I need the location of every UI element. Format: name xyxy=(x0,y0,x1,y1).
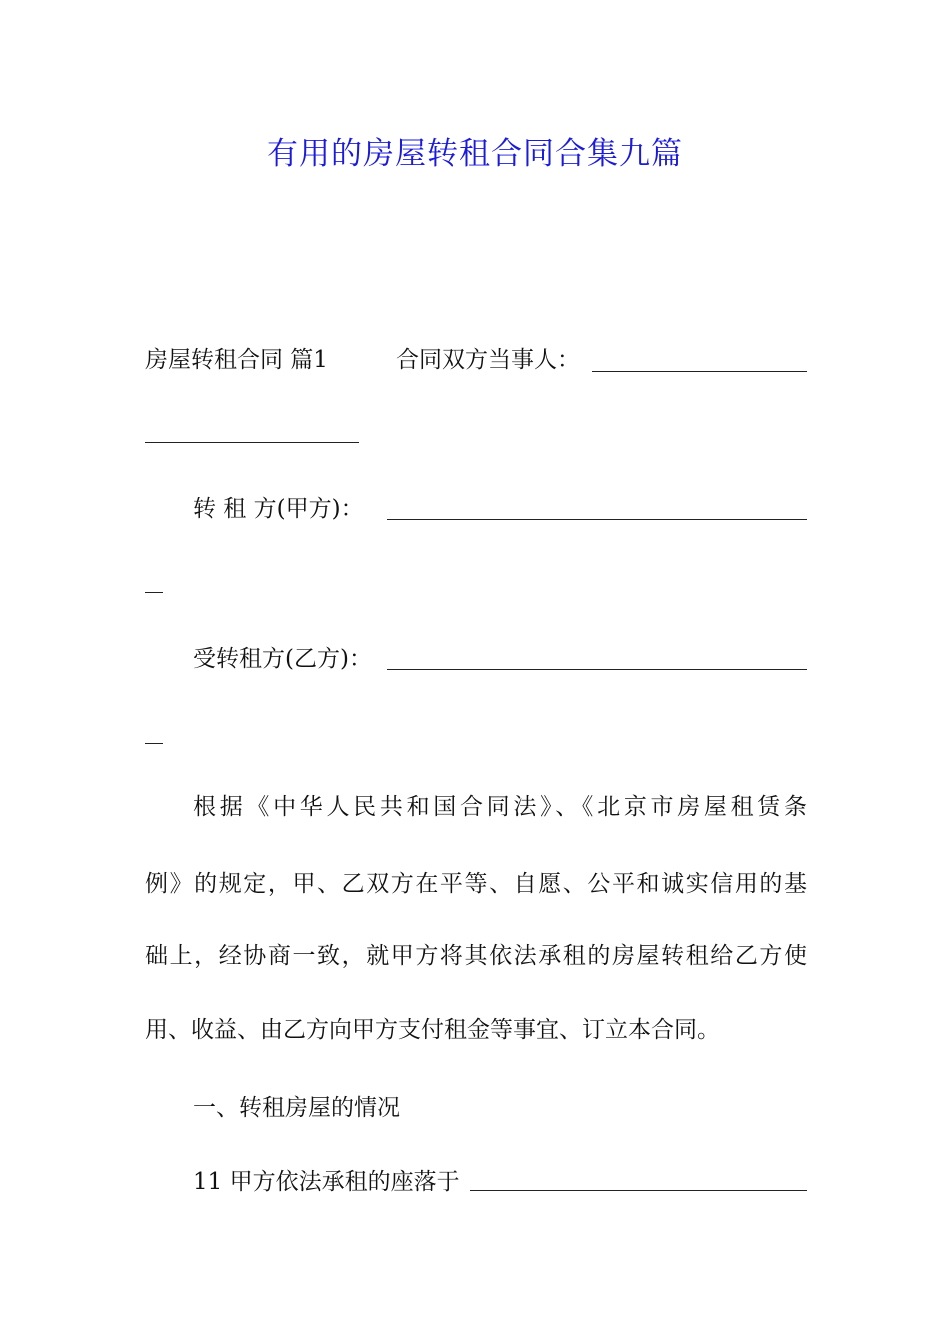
section-one-heading: 一、转租房屋的情况 xyxy=(193,1095,400,1121)
parties-blank-1 xyxy=(592,371,807,372)
parties-label xyxy=(396,345,580,375)
paragraph-line-4: 用、收益、由乙方向甲方支付租金等事宜、订立本合同。 xyxy=(145,1017,720,1043)
sublessor-blank-2 xyxy=(145,592,163,593)
sublessee-blank-1 xyxy=(387,669,807,670)
sublessee-blank-2 xyxy=(145,743,163,744)
clause-1-1-blank xyxy=(470,1190,807,1191)
section-heading: 房屋转租合同 篇1 xyxy=(145,347,328,373)
parties-label-text: 合同双方当事人： xyxy=(396,347,580,373)
sublessor-label: 转 租 方(甲方)： xyxy=(193,496,364,522)
paragraph-line-1: 根据《中华人民共和国合同法》、《北京市房屋租赁条 xyxy=(193,794,807,820)
paragraph-line-3: 础上，经协商一致，就甲方将其依法承租的房屋转租给乙方使 xyxy=(145,943,807,969)
document-title: 有用的房屋转租合同合集九篇 xyxy=(267,136,683,172)
sublessee-label: 受转租方(乙方)： xyxy=(193,646,372,672)
sublessor-row xyxy=(193,494,364,524)
sublessee-row xyxy=(193,644,372,674)
clause-1-1: 11 甲方依法承租的座落于 xyxy=(193,1169,460,1195)
sublessor-blank-1 xyxy=(387,519,807,520)
paragraph-line-2: 例》的规定，甲、乙双方在平等、自愿、公平和诚实信用的基 xyxy=(145,871,807,897)
parties-blank-2 xyxy=(145,442,359,443)
